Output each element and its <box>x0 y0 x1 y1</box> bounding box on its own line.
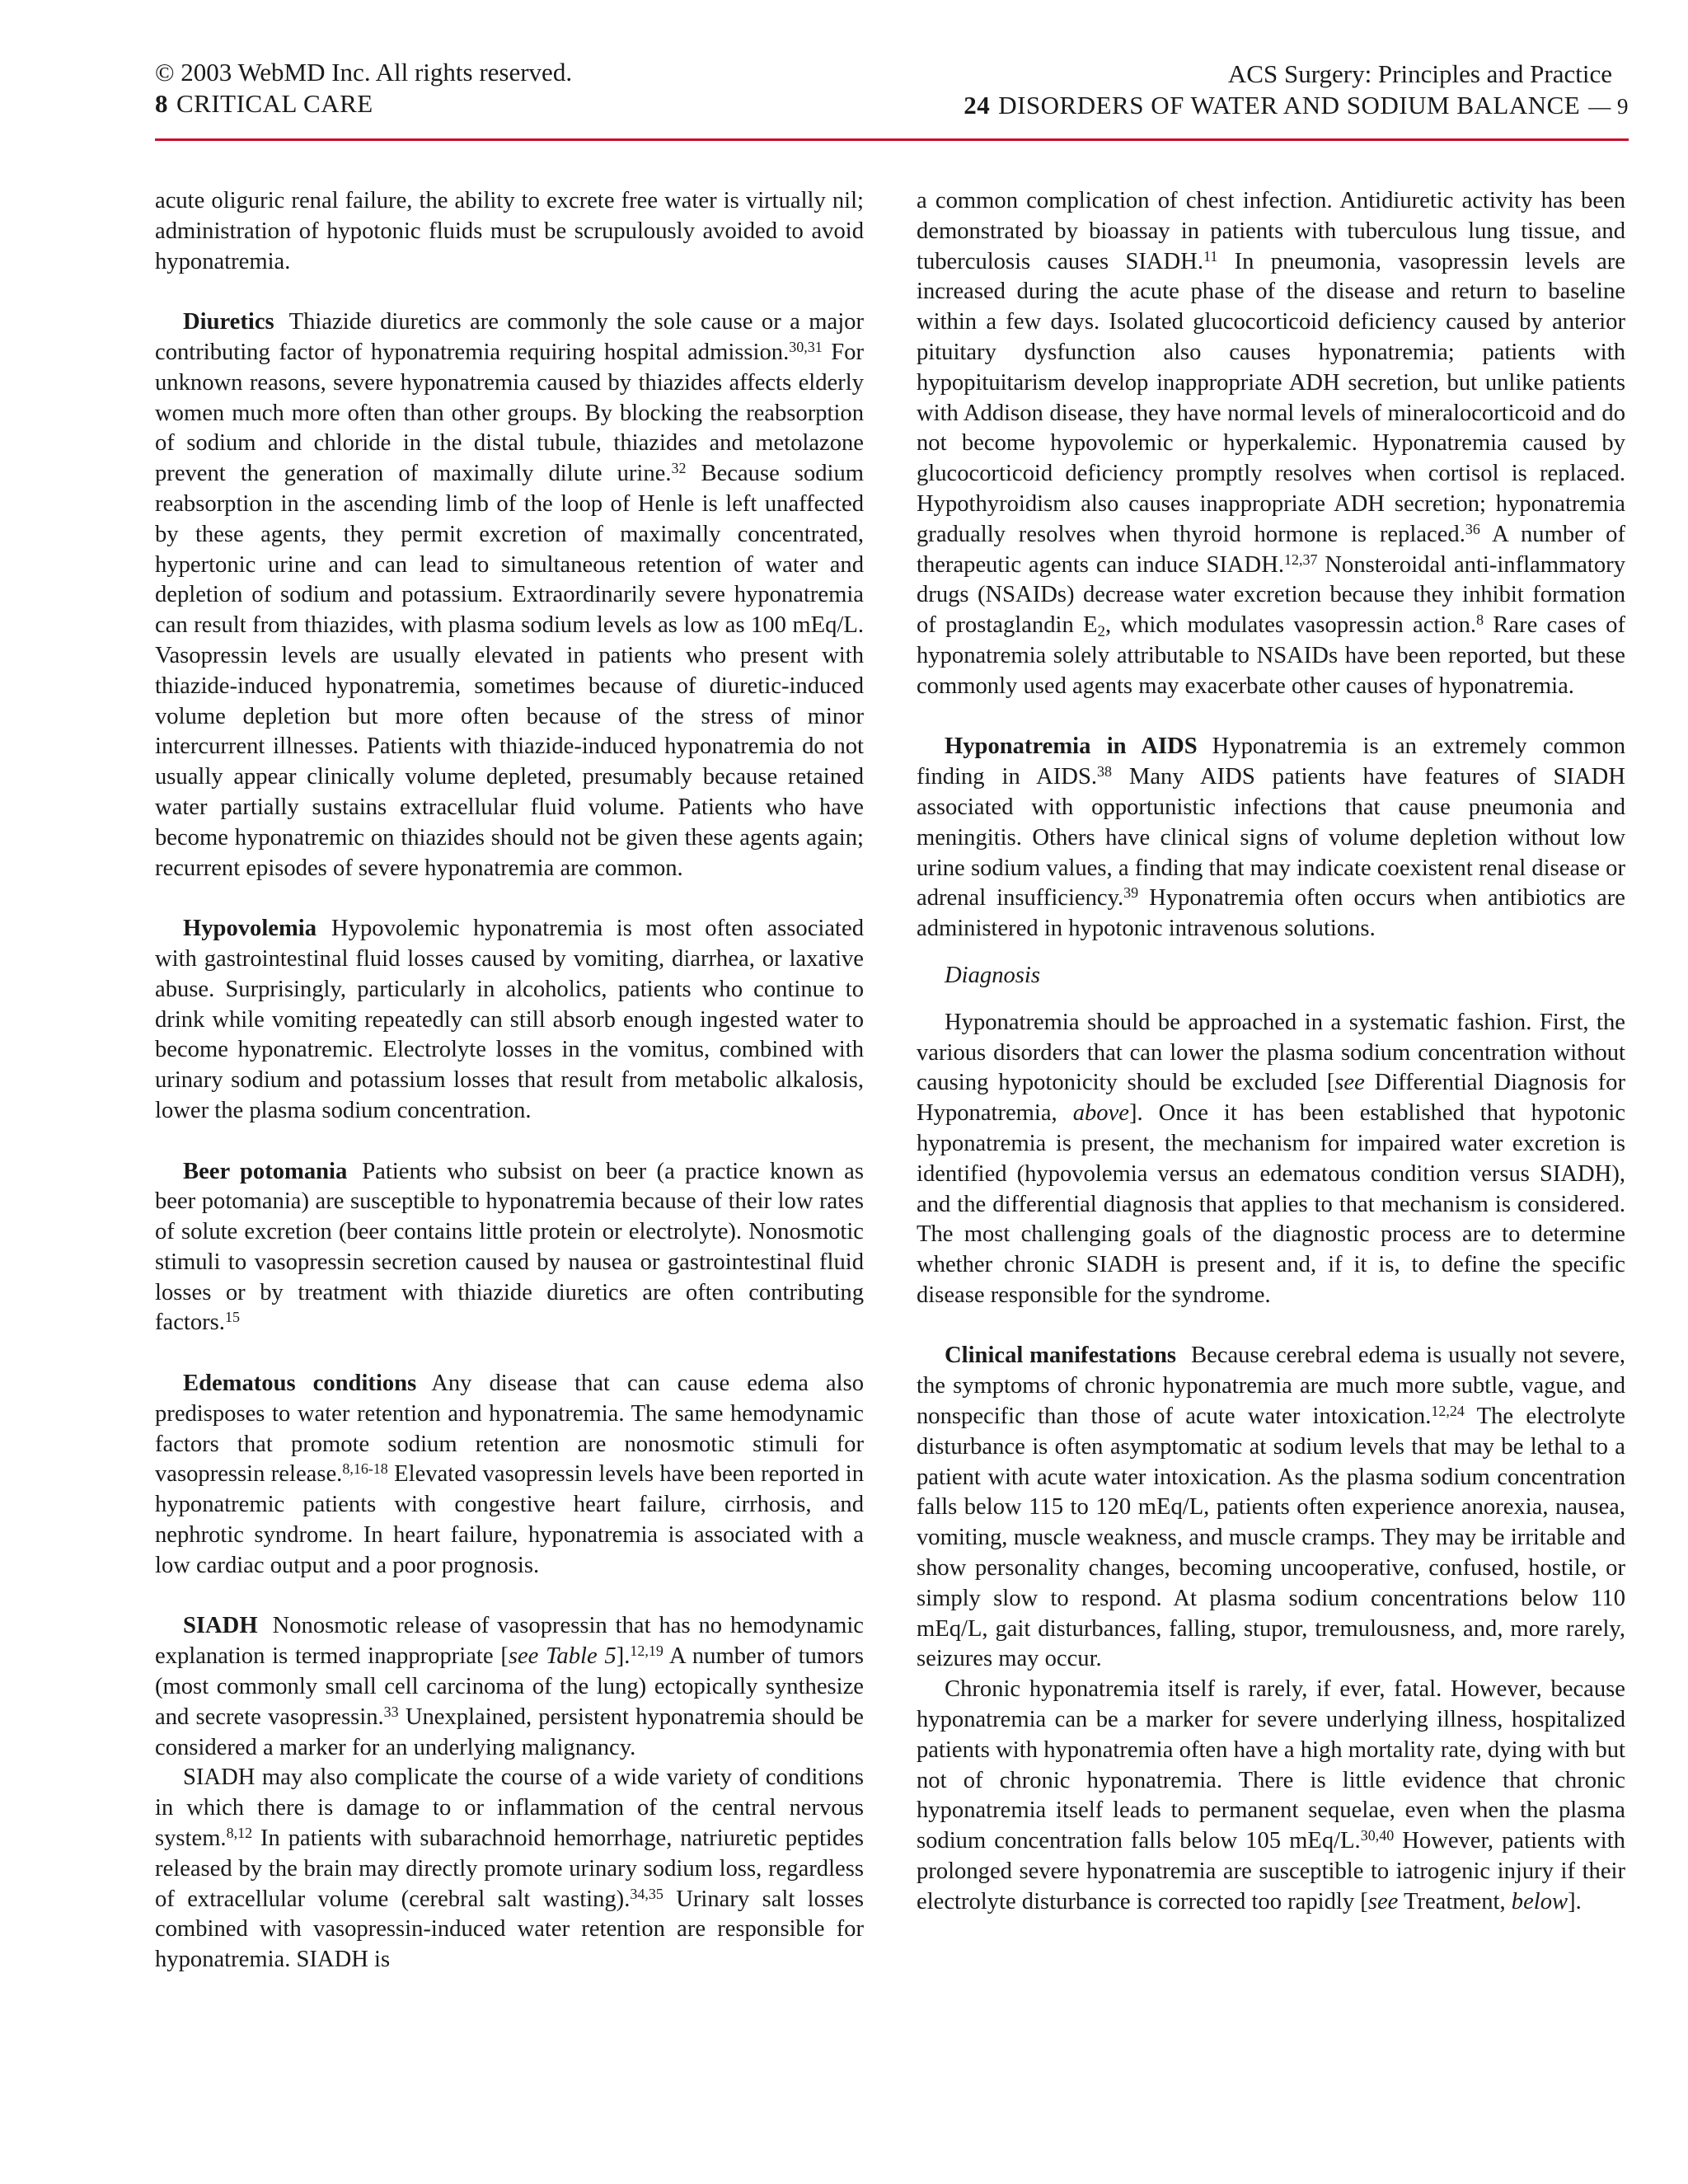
aids-heading: Hyponatremia in AIDS <box>945 733 1198 760</box>
citation: 39 <box>1123 884 1139 902</box>
citation: 30,40 <box>1360 1827 1395 1844</box>
hypovolemia-paragraph: Hypovolemia Hypovolemic hyponatremia is most often associated with gastrointestinal fluid losses caused by vomiting, diarrhea, or laxative abuse. Surprisingly, particularly in alcoholics, patients who continue to drink while vomiting repeatedly can still absorb enough ingested water to become hyponatremic. Electrolyte losses in the vomitus, combined with urinary sodium and potassium losses that result from metabolic alkalosis, lower the plasma sodium concentration. <box>155 916 864 1123</box>
header-rule <box>155 138 1629 141</box>
section-number: 8 <box>155 89 168 118</box>
copyright-notice: © 2003 WebMD Inc. All rights reserved. <box>155 58 573 87</box>
table-reference: see Table 5 <box>508 1643 617 1670</box>
cross-reference: see <box>1334 1070 1365 1096</box>
citation: 34,35 <box>630 1885 663 1902</box>
section-label <box>155 89 373 119</box>
citation: 11 <box>1203 247 1218 265</box>
page-number: — 9 <box>1588 94 1629 119</box>
siadh-paragraph: SIADH Nonosmotic release of vasopressin that has no hemodynamic explanation is termed inappropriate [see Table 5].$^{12,19}$ A number of tumors (most commonly small cell carcinoma of the lung) ectopically synthesize and secrete vasopressin.$^{33}$ Unexplained, persistent hyponatremia should be considered a marker for an underlying malignancy. <box>155 1613 864 1760</box>
citation: 8,16-18 <box>342 1460 388 1478</box>
right-column <box>917 186 1625 1918</box>
hypovolemia-heading: Hypovolemia <box>183 916 317 942</box>
continued-paragraph: a common complication of chest infection. Antidiuretic activity has been demonstrated by bioassay in patients with tuberculous lung tissue, and tuberculosis causes SIADH.$^{11}$ In pneumonia, vasopressin levels are increased during the acute phase of the disease and return to baseline within a few days. Isolated glucocorticoid deficiency caused by anterior pituitary dysfunction also causes hyponatremia; patients with hypopituitarism develop inappropriate ADH secretion, but unlike patients with Addison disease, they have normal levels of mineralocorticoid and do not become hypovolemic or hyperkalemic. Hyponatremia caused by glucocorticoid deficiency promptly resolves when cortisol is replaced. Hypothyroidism also causes inappropriate ADH secretion; hyponatremia gradually resolves when thyroid hormone is replaced.$^{36}$ A number of therapeutic agents can induce SIADH.$^{12,37}$ Nonsteroidal anti-inflammatory drugs (NSAIDs) decrease water excretion because they inhibit formation of prostaglandin $E_2$, which modulates vasopressin action.$^8$ Rare cases of hyponatremia solely attributable to NSAIDs have been reported, but these commonly used agents may exacerbate other causes of hyponatremia. <box>917 188 1626 699</box>
book-title: ACS Surgery: Principles and Practice <box>1227 59 1612 88</box>
citation: 30,31 <box>789 338 823 355</box>
diuretics-paragraph: Diuretics Thiazide diuretics are commonly the sole cause or a major contributing factor of hyponatremia requiring hospital admission.$^{30,31}$ For unknown reasons, severe hyponatremia caused by thiazides affects elderly women much more often than other groups. By blocking the reabsorption of sodium and chloride in the distal tubule, thiazides and metolazone prevent the generation of maximally dilute urine.$^{32}$ Because sodium reabsorption in the ascending limb of the loop of Henle is left unaffected by these agents, they permit excretion of maximally concentrated, hypertonic urine and can lead to simultaneous retention of water and depletion of sodium and potassium. Extraordinarily severe hyponatremia can result from thiazides, with plasma sodium levels as low as 100 mEq/L. Vasopressin levels are usually elevated in patients who present with thiazide-induced hyponatremia, sometimes because of diuretic-induced volume depletion but more often because of the stress of minor intercurrent illnesses. Patients with thiazide-induced hyponatremia do not usually appear clinically volume depleted, presumably because retained water partially sustains extracellular fluid volume. Patients who have become hyponatremic on thiazides should not be given these agents again; recurrent episodes of severe hyponatremia are common. <box>155 309 865 881</box>
cross-reference-direction: below <box>1511 1888 1568 1915</box>
left-column <box>155 186 864 1975</box>
edematous-heading: Edematous conditions <box>183 1371 417 1397</box>
section-title: CRITICAL CARE <box>176 89 373 118</box>
chapter-label <box>964 91 1629 120</box>
clinical-manifestations-paragraph-2: Chronic hyponatremia itself is rarely, if ever, fatal. However, because hyponatremia can be a marker for severe underlying illness, hospitalized patients with hyponatremia often have a high mortality rate, dying with but not of chronic hyponatremia. There is little evidence that chronic hyponatremia itself leads to permanent sequelae, even when the plasma sodium concentration falls below 105 mEq/L.$^{30,40}$ However, patients with prolonged severe hyponatremia are susceptible to iatrogenic injury if their electrolyte disturbance is corrected too rapidly [see Treatment, below]. <box>917 1676 1625 1915</box>
citation: 38 <box>1097 763 1112 780</box>
citation: 15 <box>224 1309 240 1326</box>
cross-reference: see <box>1367 1888 1399 1915</box>
diagnosis-subheading: Diagnosis <box>945 962 1040 988</box>
cross-reference-direction: above <box>1072 1100 1129 1127</box>
subscript: 2 <box>1097 623 1105 641</box>
beer-potomania-paragraph: Beer potomania Patients who subsist on beer (a practice known as beer potomania) are susceptible to hyponatremia because of their low rates of solute excretion (beer contains little protein or electrolyte). Nonosmotic stimuli to vasopressin secretion caused by nausea or gastrointestinal fluid losses or by treatment with thiazide diuretics are often contributing factors.$^{15}$ <box>155 1158 864 1336</box>
continued-paragraph: acute oliguric renal failure, the ability to excrete free water is virtually nil; administration of hypotonic fluids must be scrupulously avoided to avoid hyponatremia. <box>155 188 864 274</box>
citation: 36 <box>1465 520 1480 537</box>
chapter-number: 24 <box>964 91 991 120</box>
siadh-paragraph-2: SIADH may also complicate the course of a wide variety of conditions in which there is damage to or inflammation of the central nervous system.$^{8,12}$ In patients with subarachnoid hemorrhage, natriuretic peptides released by the brain may directly promote urinary sodium loss, regardless of extracellular volume (cerebral salt wasting).$^{34,35}$ Urinary salt losses combined with vasopressin-induced water retention are responsible for hyponatremia. SIADH is <box>155 1765 864 1973</box>
aids-paragraph: Hyponatremia in AIDS Hyponatremia is an extremely common finding in AIDS.$^{38}$ Many AIDS patients have features of SIADH associated with opportunistic infections that cause pneumonia and meningitis. Others have clinical signs of volume depletion without low urine sodium values, a finding that may indicate coexistent renal disease or adrenal insufficiency.$^{39}$ Hyponatremia often occurs when antibiotics are administered in hypotonic intravenous solutions. <box>917 733 1625 942</box>
citation: 8 <box>1476 612 1484 629</box>
diagnosis-paragraph: Hyponatremia should be approached in a systematic fashion. First, the various disorders that can lower the plasma sodium concentration without causing hypotonicity should be excluded [see Differential Diagnosis for Hyponatremia, above]. Once it has been established that hypotonic hyponatremia is present, the mechanism for impaired water excretion is identified (hypovolemia versus an edematous condition versus SIADH), and the differential diagnosis that applies to that mechanism is considered. The most challenging goals of the diagnostic process are to determine whether chronic SIADH is present and, if it is, to define the specific disease responsible for the syndrome. <box>917 1009 1626 1308</box>
citation: 12,24 <box>1431 1403 1465 1420</box>
siadh-heading: SIADH <box>183 1613 258 1639</box>
beer-potomania-heading: Beer potomania <box>183 1158 348 1184</box>
running-header <box>155 58 1629 140</box>
clinical-manifestations-heading: Clinical manifestations <box>945 1343 1177 1369</box>
citation: 12,19 <box>630 1643 663 1660</box>
edematous-paragraph: Edematous conditions Any disease that can cause edema also predisposes to water retention and hyponatremia. The same hemodynamic factors that promote sodium retention are nonosmotic stimuli for vasopressin release.$^{8,16-18}$ Elevated vasopressin levels have been reported in hyponatremic patients with congestive heart failure, cirrhosis, and nephrotic syndrome. In heart failure, hyponatremia is associated with a low cardiac output and a poor prognosis. <box>155 1371 865 1578</box>
chapter-title: DISORDERS OF WATER AND SODIUM BALANCE <box>998 91 1581 120</box>
citation: 8,12 <box>226 1825 253 1842</box>
citation: 12,37 <box>1284 551 1318 568</box>
citation: 33 <box>383 1703 399 1720</box>
clinical-manifestations-paragraph: Clinical manifestations Because cerebral edema is usually not severe, the symptoms of chronic hyponatremia are much more subtle, vague, and nonspecific than those of acute water intoxication.$^{12,24}$ The electrolyte disturbance is often asymptomatic at sodium levels that may be lethal to a patient with acute water intoxication. As the plasma sodium concentration falls below 115 to 120 mEq/L, patients often experience anorexia, nausea, vomiting, muscle weakness, and muscle cramps. They may be irritable and show personality changes, becoming uncooperative, confused, hostile, or simply slow to respond. At plasma sodium concentrations below 110 mEq/L, gait disturbances, falling, stupor, tremulousness, and, more rarely, seizures may occur. <box>917 1343 1625 1672</box>
diuretics-heading: Diuretics <box>183 309 274 335</box>
citation: 32 <box>671 460 687 477</box>
